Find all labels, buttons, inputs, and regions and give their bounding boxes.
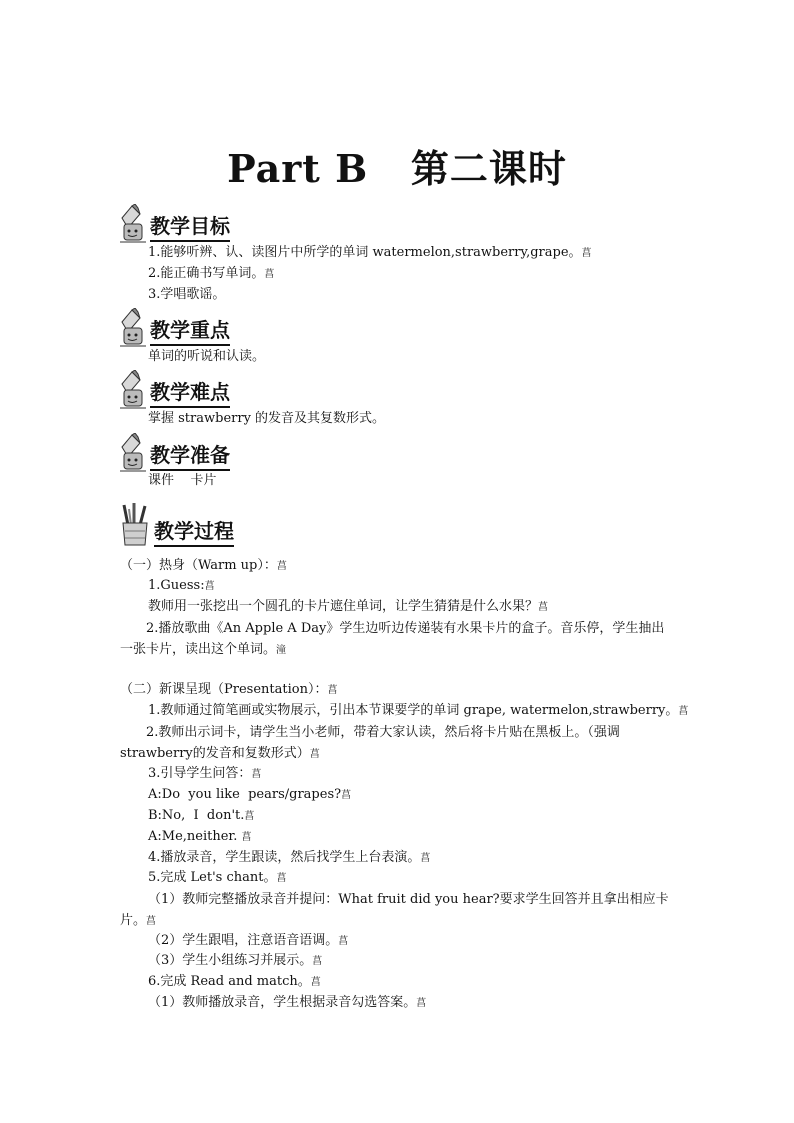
chant-step-1: （1）教师完整播放录音并提问：What fruit did you hear?要求学生回答并且拿出相应卡片。菖 (120, 892, 669, 928)
dialog-b: B:No, I don't.菖 (148, 808, 255, 823)
pres-step-6: 6.完成 Read and match。菖 (148, 974, 321, 989)
pres-title: （二）新课呈现（Presentation）：菖 (120, 682, 338, 697)
warm-step-1: 1.Guess:菖 (148, 578, 215, 593)
pres-step-5: 5.完成 Let's chant。菖 (148, 870, 287, 885)
pres-step-4: 4.播放录音，学生跟读，然后找学生上台表演。菖 (148, 850, 431, 865)
goal-item-1: 1.能够听辨、认、读图片中所学的单词 watermelon,strawberry,grape。菖 (148, 245, 592, 260)
section-heading: 教学目标 (150, 210, 230, 242)
key-text: 单词的听说和认读。 (148, 349, 266, 364)
goal-item-3: 3.学唱歌谣。 (148, 287, 226, 302)
warm-title: （一）热身（Warm up）：菖 (120, 558, 287, 573)
pres-step-3: 3.引导学生问答：菖 (148, 766, 262, 781)
prep-text: 课件 卡片 (148, 473, 217, 488)
section-heading: 教学难点 (150, 376, 230, 408)
pencil-icon (118, 370, 150, 410)
chant-step-2: （2）学生跟唱，注意语音语调。菖 (148, 933, 349, 948)
section-heading: 教学重点 (150, 314, 230, 346)
pencil-cup-icon (118, 503, 152, 549)
warm-step-2: 2.播放歌曲《An Apple A Day》学生边听边传递装有水果卡片的盒子。音乐停，学生抽出一张卡片，读出这个单词。潼 (120, 621, 665, 657)
goal-item-2: 2.能正确书写单词。菖 (148, 266, 275, 281)
chant-step-3: （3）学生小组练习并展示。菖 (148, 953, 323, 968)
section-heading: 教学准备 (150, 439, 230, 471)
page-title: Part B 第二课时 (227, 146, 567, 191)
pres-step-2: 2.教师出示词卡，请学生当小老师，带着大家认读，然后将卡片贴在黑板上。（强调strawberry的发音和复数形式）菖 (120, 725, 620, 761)
dialog-a: A:Do you like pears/grapes?菖 (148, 787, 352, 802)
pres-step-1: 1.教师通过简笔画或实物展示，引出本节课要学的单词 grape, watermelon,strawberry。菖 (148, 703, 689, 718)
section-heading: 教学过程 (154, 515, 234, 547)
difficult-text: 掌握 strawberry 的发音及其复数形式。 (148, 411, 386, 426)
match-step-1: （1）教师播放录音，学生根据录音勾选答案。菖 (148, 995, 427, 1010)
dialog-c: A:Me,neither. 菖 (148, 829, 252, 844)
pencil-icon (118, 433, 150, 473)
pencil-icon (118, 204, 150, 244)
warm-step-1-desc: 教师用一张挖出一个圆孔的卡片遮住单词，让学生猜猜是什么水果？菖 (148, 599, 549, 614)
pencil-icon (118, 308, 150, 348)
